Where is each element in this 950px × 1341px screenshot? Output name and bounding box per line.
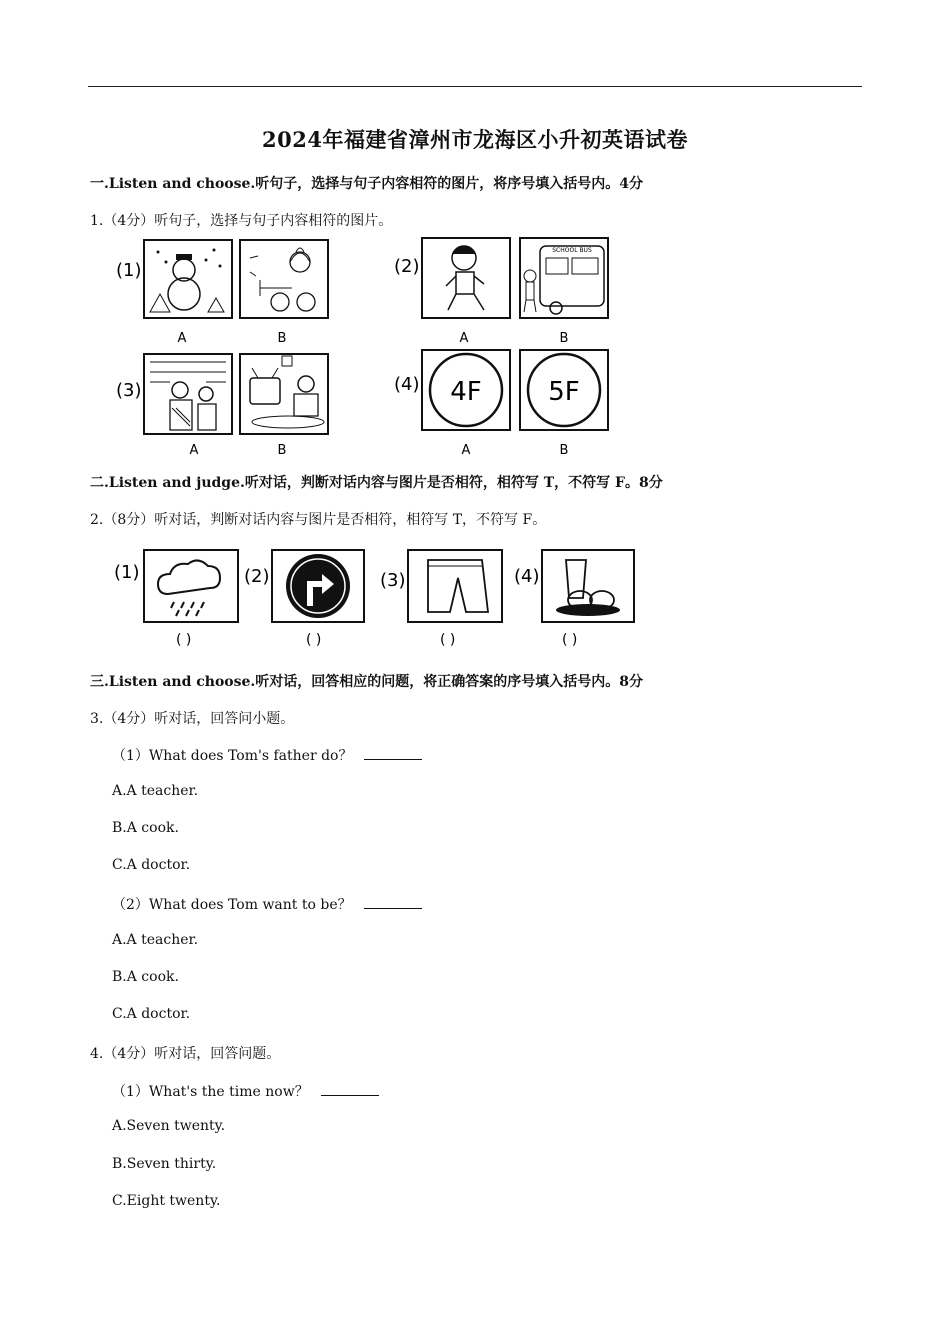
q1-group-3-number: (3): [116, 380, 142, 401]
section-heading-1: 一.Listen and choose.听句子，选择与句子内容相符的图片，将序号填入括号内。4分: [90, 176, 644, 192]
question-4-prompt: 4.（4分）听对话，回答问题。: [90, 1046, 281, 1062]
q1-1-option-b-image[interactable]: [240, 240, 328, 318]
answer-blank-3-1[interactable]: [364, 747, 422, 760]
q1-group-2-number: (2): [394, 256, 420, 277]
answer-blank-3-2[interactable]: [364, 896, 422, 909]
q1-1-label-b: B: [277, 331, 287, 346]
question-3-1: [112, 745, 422, 765]
question-2-prompt: 2.（8分）听对话，判断对话内容与图片是否相符，相符写 T，不符写 F。: [90, 512, 547, 528]
q2-item-3-number: (3): [380, 570, 406, 591]
page-title: 2024年福建省漳州市龙海区小升初英语试卷: [262, 127, 688, 152]
q4-1-option-c[interactable]: C.Eight twenty.: [112, 1193, 221, 1209]
q1-2-option-b-image[interactable]: [520, 238, 608, 318]
q1-4-label-b: B: [559, 443, 569, 458]
q1-2-label-a: A: [459, 331, 469, 346]
q3-2-option-c[interactable]: C.A doctor.: [112, 1006, 191, 1022]
answer-blank-4-1[interactable]: [321, 1083, 379, 1096]
section-heading-3: 三.Listen and choose.听对话，回答相应的问题，将正确答案的序号填入括号内。8分: [90, 674, 644, 690]
q1-group-4-number: (4): [394, 374, 420, 395]
section-heading-2: 二.Listen and judge.听对话，判断对话内容与图片是否相符，相符写 T，不符写 F。8分: [90, 475, 663, 491]
sign-5f-text: 5F: [548, 377, 580, 407]
question-3-prompt: 3.（4分）听对话，回答问小题。: [90, 711, 295, 727]
q1-1-label-a: A: [177, 331, 187, 346]
q4-1-option-a[interactable]: A.Seven twenty.: [112, 1118, 226, 1134]
q3-1-option-c[interactable]: C.A doctor.: [112, 857, 191, 873]
q1-3-label-b: B: [277, 443, 287, 458]
q2-item-1-bracket: ( ): [176, 632, 192, 648]
sign-4f-text: 4F: [450, 377, 482, 407]
q3-1-option-b[interactable]: B.A cook.: [112, 820, 179, 836]
turn-right-sign-icon: [272, 550, 364, 622]
q3-1-option-a[interactable]: A.A teacher.: [112, 783, 199, 799]
question-4-1-text: （1）What's the time now？: [112, 1084, 309, 1100]
question-1-figures: [110, 232, 630, 460]
q2-item-3-bracket: ( ): [440, 632, 456, 648]
q1-group-1-number: (1): [116, 260, 142, 281]
q1-2-label-b: B: [559, 331, 569, 346]
shorts-icon: [408, 550, 502, 622]
q1-4-option-a-image[interactable]: [422, 350, 510, 430]
q1-1-option-a-image[interactable]: [144, 240, 232, 318]
header-rule: [88, 86, 862, 87]
q4-1-option-b[interactable]: B.Seven thirty.: [112, 1156, 217, 1172]
q2-item-4-bracket: ( ): [562, 632, 578, 648]
q1-2-option-a-image[interactable]: [422, 238, 510, 318]
q1-4-label-a: A: [461, 443, 471, 458]
bread-and-milk-icon: [542, 550, 634, 622]
question-3-2: [112, 894, 422, 914]
q3-2-option-a[interactable]: A.A teacher.: [112, 932, 199, 948]
q1-3-option-a-image[interactable]: [144, 354, 232, 434]
question-1-prompt: 1.（4分）听句子，选择与句子内容相符的图片。: [90, 213, 393, 229]
question-3-2-text: （2）What does Tom want to be？: [112, 897, 352, 913]
question-4-1: [112, 1081, 379, 1101]
q3-2-option-b[interactable]: B.A cook.: [112, 969, 179, 985]
question-2-figures: [110, 544, 650, 650]
q2-item-2-bracket: ( ): [306, 632, 322, 648]
q1-3-option-b-image[interactable]: [240, 354, 328, 434]
q1-4-option-b-image[interactable]: [520, 350, 608, 430]
bus-sign-text: SCHOOL BUS: [552, 247, 592, 254]
rain-cloud-icon: [144, 550, 238, 622]
q2-item-2-number: (2): [244, 566, 270, 587]
q1-3-label-a: A: [189, 443, 199, 458]
q2-item-1-number: (1): [114, 562, 140, 583]
q2-item-4-number: (4): [514, 566, 540, 587]
question-3-1-text: （1）What does Tom's father do？: [112, 748, 353, 764]
